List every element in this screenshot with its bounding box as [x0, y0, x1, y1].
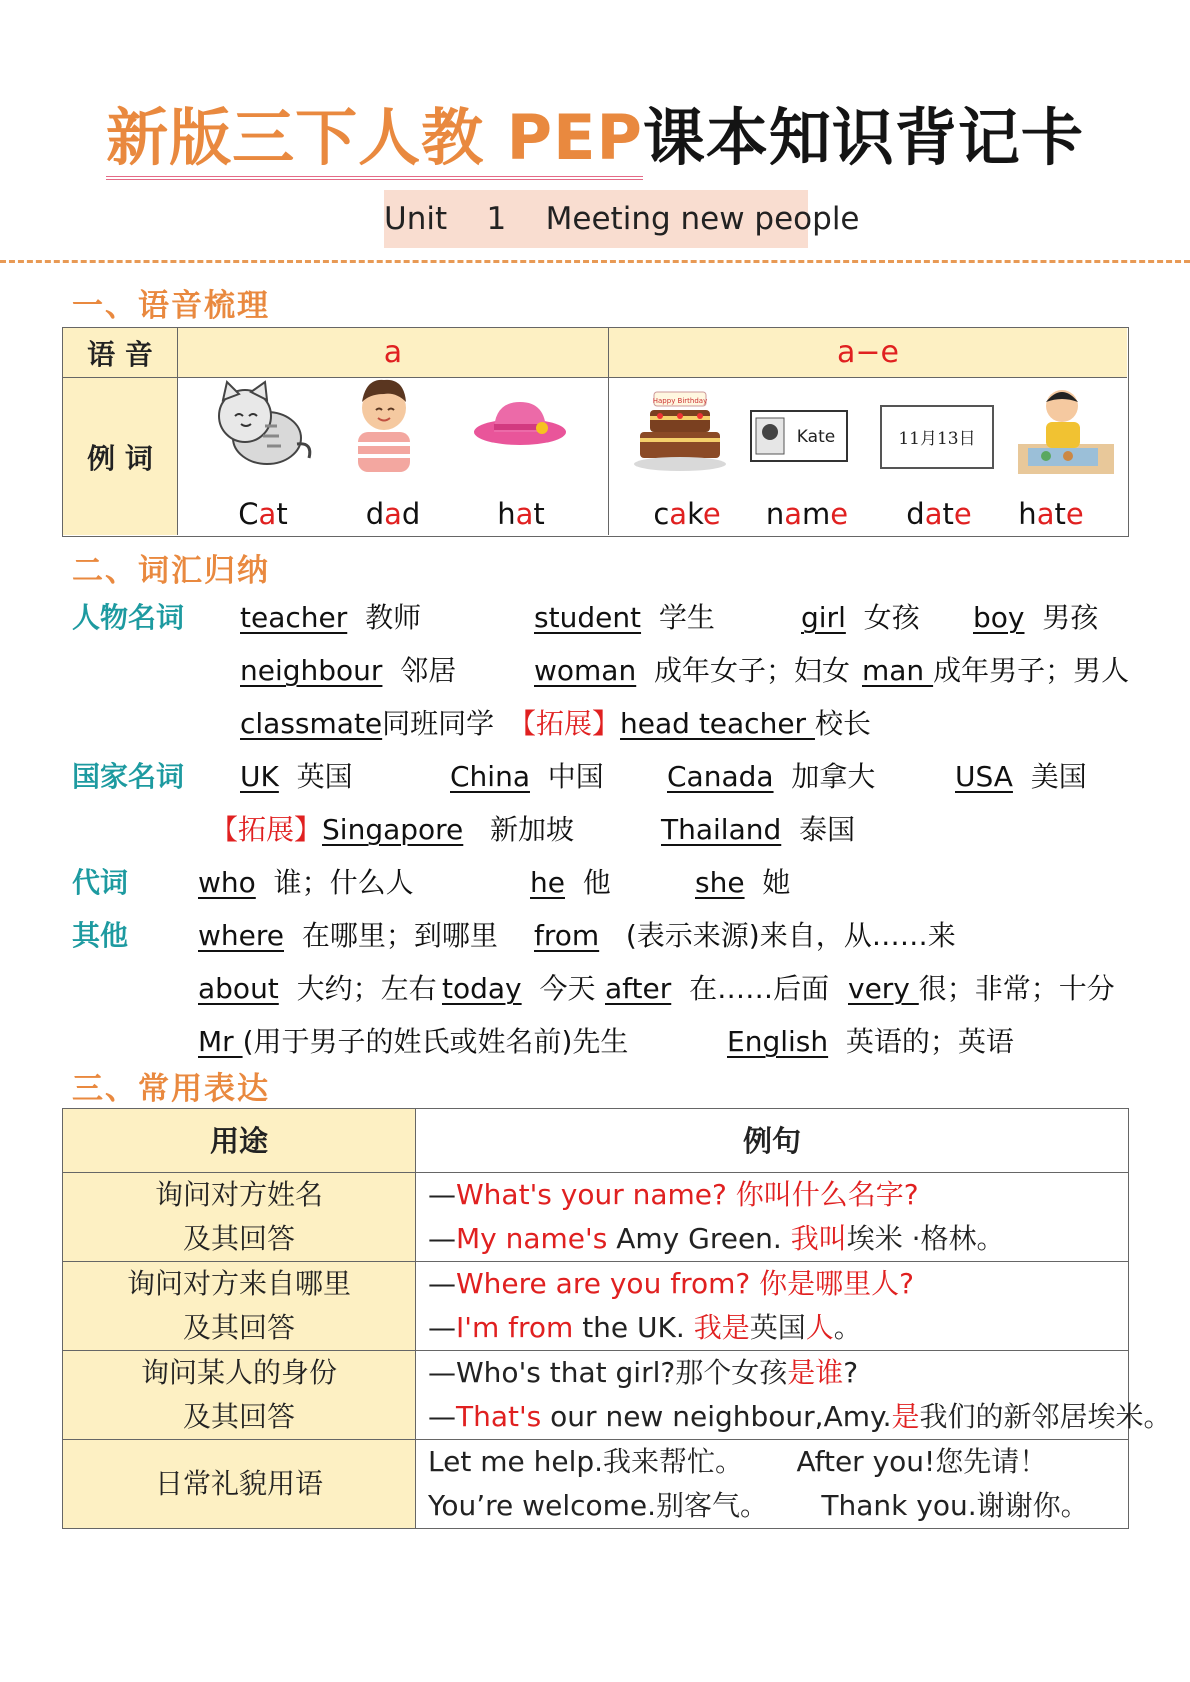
- vocab-item: 【拓展】head teacher 校长: [508, 707, 871, 740]
- word-cake: cake: [653, 497, 721, 531]
- section-vocabulary-title: 二、词汇归纳: [72, 553, 270, 589]
- vocab-item: 【拓展】Singapore 新加坡: [210, 813, 574, 846]
- example-line: —Who's that girl?那个女孩是谁?: [428, 1356, 859, 1389]
- example-line: —That's our new neighbour,Amy.是我们的新邻居埃米。: [428, 1400, 1172, 1433]
- use-cell: 日常礼貌用语: [63, 1440, 416, 1528]
- col-head-use: 用途: [63, 1109, 416, 1173]
- vocab-item: Mr (用于男子的姓氏或姓名前)先生: [198, 1025, 629, 1058]
- example-line: Let me help.我来帮忙。 After you!您先请！: [428, 1445, 1048, 1478]
- example-line: —What's your name? 你叫什么名字?: [428, 1178, 919, 1211]
- example-cell: [416, 1351, 1172, 1440]
- col-head-example: 例句: [416, 1109, 1128, 1173]
- vocab-item: classmate同班同学: [240, 707, 495, 740]
- vocab-item: English 英语的；英语: [727, 1025, 1014, 1058]
- vocab-item: Canada 加拿大: [667, 760, 876, 793]
- vocab-item: very 很；非常；十分: [848, 972, 1115, 1005]
- vocab-item: woman 成年女子；妇女: [534, 654, 851, 687]
- word-date: date: [906, 497, 972, 531]
- example-cell: [416, 1440, 1128, 1528]
- vocab-item: boy 男孩: [973, 601, 1099, 634]
- vocab-item: today 今天: [442, 972, 596, 1005]
- word-name: name: [765, 497, 849, 531]
- vocab-item: girl 女孩: [801, 601, 920, 634]
- category-country: 国家名词: [72, 760, 185, 793]
- hate-picture: [1016, 386, 1116, 480]
- title-highlight: 新版三下人教 PEP: [106, 101, 643, 180]
- vocab-item: USA 美国: [955, 760, 1087, 793]
- category-people: 人物名词: [72, 601, 185, 634]
- vocab-item: where 在哪里；到哪里: [198, 919, 498, 952]
- vocab-item: teacher 教师: [240, 601, 422, 634]
- svg-text:11月13日: 11月13日: [898, 429, 976, 449]
- vocab-item: about 大约；左右: [198, 972, 437, 1005]
- hat-picture: [472, 398, 568, 448]
- use-cell: 询问对方姓名 及其回答: [63, 1173, 416, 1262]
- svg-text:Happy Birthday: Happy Birthday: [652, 397, 708, 405]
- dad-picture: [348, 372, 420, 472]
- vocab-item: student 学生: [534, 601, 715, 634]
- dashed-divider: [0, 260, 1190, 263]
- word-hat: hat: [497, 497, 545, 531]
- phonics-head-sound: 语 音: [63, 328, 178, 378]
- section-phonics-title: 一、语音梳理: [72, 288, 270, 324]
- page-title: [0, 88, 1190, 177]
- word-cat: Cat: [238, 497, 288, 531]
- section-expressions-title: 三、常用表达: [72, 1071, 270, 1107]
- vocab-item: UK 英国: [240, 760, 353, 793]
- category-other: 其他: [72, 919, 129, 952]
- vocab-item: Thailand 泰国: [661, 813, 856, 846]
- expressions-table: [62, 1108, 1172, 1529]
- example-cell: [416, 1173, 1128, 1262]
- example-line: You’re welcome.别客气。 Thank you.谢谢你。: [428, 1489, 1089, 1522]
- word-hate: hate: [1018, 497, 1084, 531]
- phonics-head-words: 例 词: [63, 378, 178, 535]
- use-cell: 询问对方来自哪里 及其回答: [63, 1262, 416, 1351]
- vocab-item: neighbour 邻居: [240, 654, 457, 687]
- vocab-item: he 他: [530, 866, 611, 899]
- cake-picture: [630, 388, 730, 480]
- word-dad: dad: [365, 497, 421, 531]
- example-line: —I'm from the UK. 我是英国人。: [428, 1311, 862, 1344]
- phonics-sound-a: a: [178, 328, 609, 378]
- vocab-item: from (表示来源)来自，从……来: [534, 919, 956, 952]
- date-card-picture: [880, 405, 994, 471]
- vocab-item: after 在……后面: [605, 972, 830, 1005]
- phonics-sound-ae: a−e: [609, 328, 1127, 378]
- svg-text:Kate: Kate: [796, 427, 836, 447]
- vocab-item: China 中国: [450, 760, 604, 793]
- category-pronoun: 代词: [72, 866, 129, 899]
- example-line: —My name's Amy Green. 我叫埃米 ·格林。: [428, 1222, 1005, 1255]
- name-card-picture: [750, 410, 848, 466]
- example-line: —Where are you from? 你是哪里人?: [428, 1267, 914, 1300]
- use-cell: 询问某人的身份 及其回答: [63, 1351, 416, 1440]
- vocab-item: man 成年男子；男人: [862, 654, 1130, 687]
- unit-label: Unit 1 Meeting new people: [384, 190, 808, 248]
- vocab-item: who 谁；什么人: [198, 866, 414, 899]
- example-cell: [416, 1262, 1128, 1351]
- vocab-item: she 她: [695, 866, 791, 899]
- title-rest: 课本知识背记卡: [642, 101, 1084, 174]
- cat-picture: [205, 378, 315, 470]
